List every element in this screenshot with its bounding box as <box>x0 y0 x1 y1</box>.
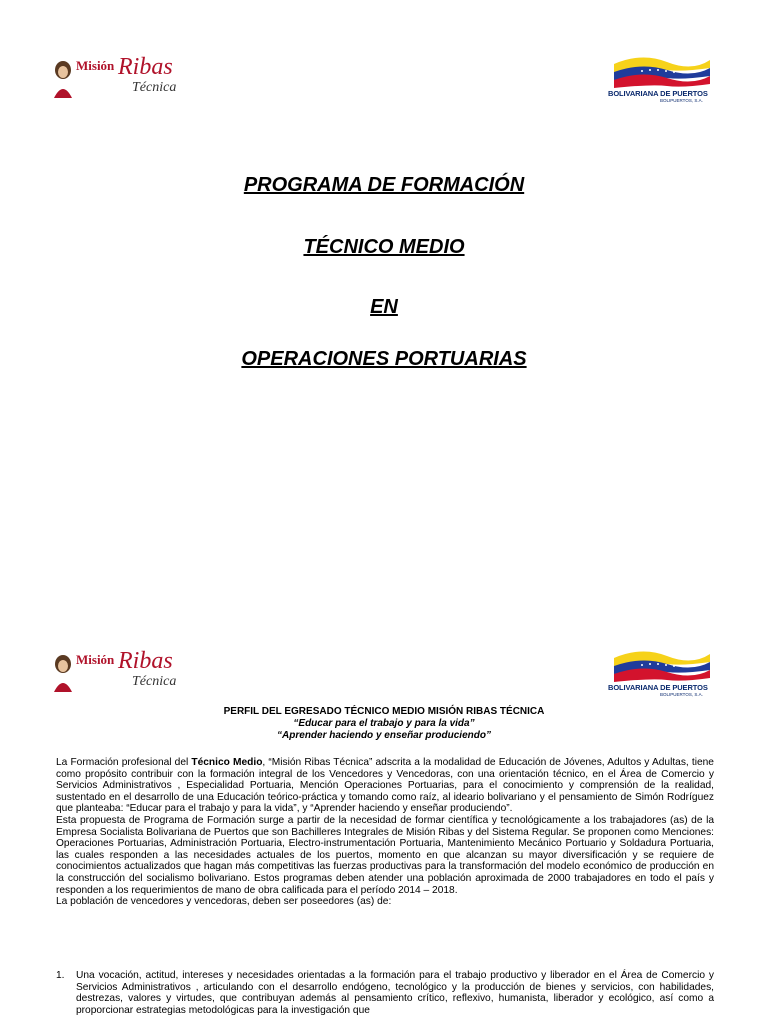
cover-title-line2: TÉCNICO MEDIO <box>303 236 465 258</box>
list-item-number: 1. <box>56 970 65 981</box>
cover-title-line3: EN <box>370 296 398 318</box>
perfil-heading: PERFIL DEL EGRESADO TÉCNICO MEDIO MISIÓN RIBAS TÉCNICA <box>223 706 545 717</box>
logo-brand-text: BOLIVARIANA DE PUERTOS <box>608 683 708 692</box>
bolipuertos-logo <box>608 54 716 104</box>
logo-sub-text: BOLIPUERTOS, S.A. <box>660 98 703 103</box>
cover-title-line4: OPERACIONES PORTUARIAS <box>241 348 527 370</box>
motto-quote-1: “Educar para el trabajo y para la vida” <box>293 718 475 729</box>
logo-tecnica-text: Técnica <box>132 674 177 689</box>
logo-sub-text: BOLIPUERTOS, S.A. <box>660 692 703 697</box>
motto-quote-2: “Aprender haciendo y enseñar produciendo” <box>277 730 491 741</box>
paragraph-1: La Formación profesional del Técnico Medio, “Misión Ribas Técnica” adscrita a la modalidad de Educación de Jóvenes, Adultos y Adultas, tiene como propósito contribuir con la formación integral de los Vencedores y Vencedoras, con una orientación técnico, en el Área de Comercio y Servicios Administrativos , Especialidad Portuaria, Mención Operaciones Portuarias, para el conocimiento y comprensión de la realidad, sustentado en el desarrollo de una Educación teórico-práctica y tomando como raíz, al ideario bolivariano y el pensamiento de Simón Rodríguez que planteaba: “Educar para el trabajo y para la vida”, y “Aprender haciendo y enseñar produciendo”. <box>56 757 714 815</box>
mision-ribas-portrait-icon <box>52 652 74 692</box>
mision-ribas-logo <box>50 54 177 106</box>
logo-ribas-text: Ribas <box>118 648 173 674</box>
paragraph-2: Esta propuesta de Programa de Formación surge a partir de la necesidad de formar científica y tecnológicamente a los trabajadores (as) de la Empresa Socialista Bolivariana de Puertos que son Bachilleres Integrales de Misión Ribas y del Sistema Regular. Se proponen como Menciones: Operaciones Portuarias, Administración Portuaria, Electro-instrumentación Portuaria, Mantenimiento Mecánico Portuario y Soldadura Portuaria, las cuales responden a las necesidades actuales de los puertos, momento en que alcanzan su mayor diversificación y se requiere de conocimientos actualizados que hagan más competitivas las fuerzas productivas para la transformación del modelo económico de producción en la construcción del socialismo bolivariano. Estos programas deben atender una población aproximada de 2000 trabajadores en todo el país y responden a los requerimientos de mano de obra calificada para el período 2014 – 2018. <box>56 814 714 896</box>
venezuela-flag-wave-icon <box>612 54 712 88</box>
list-item: Una vocación, actitud, intereses y necesidades orientadas a la formación para el trabajo productivo y liberador en el Área de Comercio y Servicios Administrativos , articulando con el desarrollo endógeno, tecnológico y la producción de bienes y servicios, con habilidades, destrezas, valores y virtudes, que contribuyan además al pensamiento crítico, reflexivo, humanista, liberador y ecológico, así como a proporcionar estrategias metodológicas para la investigación que <box>76 970 714 1016</box>
mision-ribas-logo-page2 <box>50 648 177 700</box>
profile-body <box>56 757 714 908</box>
logo-ribas-text: Ribas <box>118 54 173 80</box>
bolipuertos-logo-page2 <box>608 648 716 698</box>
logo-mision-text: Misión <box>76 58 115 73</box>
logo-tecnica-text: Técnica <box>132 80 177 95</box>
paragraph-3: La población de vencedores y vencedoras, deben ser poseedores (as) de: <box>56 896 392 908</box>
logo-mision-text: Misión <box>76 652 115 667</box>
cover-title-line1: PROGRAMA DE FORMACIÓN <box>243 174 525 196</box>
logo-brand-text: BOLIVARIANA DE PUERTOS <box>608 89 708 98</box>
mision-ribas-portrait-icon <box>52 58 74 98</box>
requirements-list <box>56 970 714 1016</box>
tecnico-medio-bold: Técnico Medio <box>191 757 263 768</box>
venezuela-flag-wave-icon <box>612 648 712 682</box>
